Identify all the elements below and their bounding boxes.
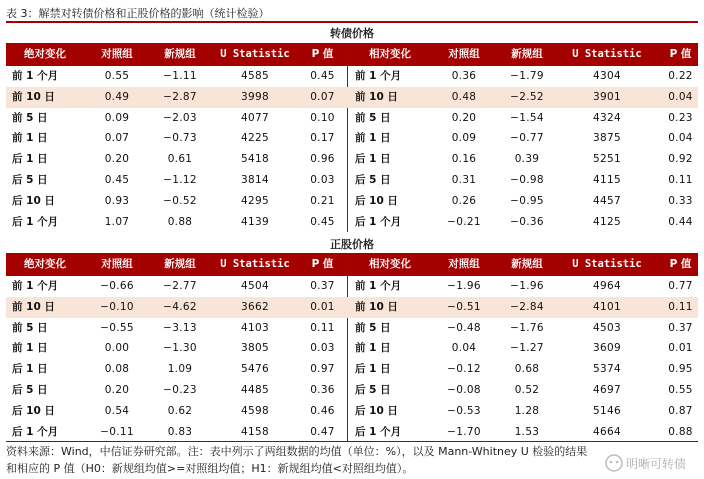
- table-row: [6, 191, 698, 212]
- table-cell: 0.20: [104, 384, 130, 396]
- column-header: 绝对变化: [24, 258, 66, 270]
- table-cell: −0.08: [447, 384, 481, 396]
- row-half-right: [349, 66, 704, 87]
- table-cell: 0.01: [668, 342, 693, 355]
- table-cell: −0.11: [100, 425, 134, 438]
- source-note-line-2: 和相应的 P 值（H0：新规组均值>=对照组均值；H1：新规组均值<对照组均值）。: [6, 462, 414, 475]
- table-cell: 4585: [241, 70, 269, 82]
- row-label: 后 10 日: [12, 404, 55, 417]
- table-cell: 0.09: [451, 132, 477, 145]
- row-half-left: [6, 380, 345, 401]
- row-half-left: [6, 276, 345, 297]
- table-cell: −3.13: [163, 321, 197, 334]
- row-label: 前 10 日: [12, 90, 55, 103]
- table-cell: 0.44: [668, 215, 693, 228]
- row-half-right: [349, 87, 704, 108]
- table-cell: 3662: [241, 300, 269, 313]
- table-cell: 4324: [593, 111, 621, 124]
- row-label: 后 5 日: [355, 174, 391, 186]
- row-half-right: [349, 380, 704, 401]
- table-cell: 4457: [593, 194, 621, 207]
- table-cell: 0.01: [310, 300, 335, 313]
- table-cell: 0.11: [668, 174, 693, 186]
- table-cell: 4504: [241, 280, 269, 292]
- row-label: 前 5 日: [12, 321, 48, 334]
- table-cell: 0.45: [310, 215, 335, 228]
- row-label: 后 1 日: [12, 153, 48, 166]
- row-half-left: [6, 338, 345, 359]
- watermark-logo: [604, 451, 696, 475]
- row-half-right: [349, 191, 704, 212]
- table-cell: 0.10: [310, 111, 335, 124]
- top-rule: [6, 21, 698, 23]
- table-cell: 0.20: [451, 111, 477, 124]
- table-cell: 0.33: [668, 194, 693, 207]
- table-cell: 1.09: [167, 363, 193, 376]
- column-header: 绝对变化: [24, 48, 66, 60]
- row-label: 前 5 日: [355, 111, 391, 124]
- table-cell: 0.46: [310, 404, 335, 417]
- table-cell: 4139: [241, 215, 269, 228]
- table-cell: 0.61: [167, 153, 193, 166]
- table-cell: 5374: [593, 363, 621, 376]
- table-cell: 0.55: [104, 70, 130, 82]
- row-half-left: [6, 297, 345, 318]
- column-header: 新规组: [164, 258, 196, 270]
- table-cell: 3875: [593, 132, 621, 145]
- table-cell: −0.51: [447, 300, 481, 313]
- table-cell: 0.97: [310, 363, 335, 376]
- table-cell: −0.55: [100, 321, 134, 334]
- table-cell: −1.54: [510, 111, 544, 124]
- table-cell: −0.53: [447, 404, 481, 417]
- table-cell: 0.04: [668, 90, 693, 103]
- row-half-right: [349, 276, 704, 297]
- row-half-left: [6, 128, 345, 149]
- column-header: 对照组: [448, 48, 480, 60]
- table-cell: −2.03: [163, 111, 197, 124]
- table-cell: −0.12: [447, 363, 481, 376]
- table-cell: −1.30: [163, 342, 197, 355]
- table-cell: 0.04: [668, 132, 693, 145]
- column-header: 新规组: [511, 258, 543, 270]
- table-cell: 0.45: [104, 174, 130, 186]
- table-cell: 0.54: [104, 404, 130, 417]
- table-cell: 0.09: [104, 111, 130, 124]
- table-cell: 0.49: [104, 90, 130, 103]
- row-label: 后 5 日: [12, 174, 48, 186]
- table-cell: −2.84: [510, 300, 544, 313]
- row-label: 前 1 日: [12, 132, 48, 145]
- table-row: [6, 149, 698, 170]
- row-half-left: [6, 422, 345, 443]
- table-cell: −0.23: [163, 384, 197, 396]
- row-half-left: [6, 359, 345, 380]
- table-cell: 0.00: [104, 342, 130, 355]
- row-half-right: [349, 149, 704, 170]
- source-note-line-1: 资料来源：Wind，中信证券研究部。注：表中列示了两组数据的均值（单位：%），以及 Mann-Whitney U 检验的结果: [6, 445, 588, 458]
- table-cell: 0.83: [167, 425, 193, 438]
- row-label: 前 1 个月: [355, 70, 402, 82]
- column-header: U Statistic: [572, 258, 642, 270]
- table-cell: 0.07: [104, 132, 130, 145]
- row-label: 后 10 日: [12, 194, 55, 207]
- table-cell: −2.77: [163, 280, 197, 292]
- table-cell: 0.11: [668, 300, 693, 313]
- row-half-right: [349, 108, 704, 129]
- row-half-right: [349, 401, 704, 422]
- table-cell: −0.66: [100, 280, 134, 292]
- table-cell: 0.95: [668, 363, 693, 376]
- table-row: [6, 422, 698, 443]
- column-header: U Statistic: [220, 258, 290, 270]
- table-cell: 0.36: [451, 70, 477, 82]
- row-half-right: [349, 422, 704, 443]
- row-half-left: [6, 170, 345, 191]
- row-label: 前 1 日: [355, 132, 391, 145]
- row-half-left: [6, 318, 345, 339]
- table-cell: 4125: [593, 215, 621, 228]
- column-header: 对照组: [101, 48, 133, 60]
- row-half-left: [6, 212, 345, 233]
- table-cell: 0.36: [310, 384, 335, 396]
- row-half-left: [6, 66, 345, 87]
- table-cell: 0.48: [451, 90, 477, 103]
- table-cell: −1.76: [510, 321, 544, 334]
- column-header: P 值: [311, 48, 334, 60]
- section-title: 转债价格: [330, 27, 374, 40]
- row-half-right: [349, 297, 704, 318]
- row-label: 前 10 日: [355, 90, 398, 103]
- table-cell: 0.04: [451, 342, 477, 355]
- table-cell: 0.37: [310, 280, 335, 292]
- table-cell: −0.48: [447, 321, 481, 334]
- table-cell: −0.36: [510, 215, 544, 228]
- table-cell: 5146: [593, 404, 621, 417]
- row-label: 前 10 日: [12, 300, 55, 313]
- table-row: [6, 170, 698, 191]
- table-cell: 0.92: [668, 153, 693, 166]
- row-half-left: [6, 87, 345, 108]
- column-header: 新规组: [164, 48, 196, 60]
- table-cell: 0.11: [310, 321, 335, 334]
- row-half-left: [6, 108, 345, 129]
- table-cell: 4485: [241, 384, 269, 396]
- row-label: 后 1 日: [355, 363, 391, 376]
- header-bar: [6, 43, 698, 66]
- row-label: 后 1 日: [355, 153, 391, 166]
- row-half-left: [6, 191, 345, 212]
- column-header: 对照组: [448, 258, 480, 270]
- table-cell: −1.96: [447, 280, 481, 292]
- row-label: 后 5 日: [355, 384, 391, 396]
- table-row: [6, 380, 698, 401]
- table-cell: 4101: [593, 300, 621, 313]
- row-label: 后 1 个月: [12, 425, 59, 438]
- table-cell: 5251: [593, 153, 621, 166]
- row-half-right: [349, 170, 704, 191]
- table-cell: 0.03: [310, 174, 335, 186]
- table-row: [6, 359, 698, 380]
- header-left: [6, 253, 345, 276]
- row-label: 后 10 日: [355, 194, 398, 207]
- row-label: 前 1 日: [355, 342, 391, 355]
- table-cell: 0.21: [310, 194, 335, 207]
- table-cell: −0.52: [163, 194, 197, 207]
- row-half-right: [349, 359, 704, 380]
- table-cell: 0.08: [104, 363, 130, 376]
- row-label: 前 1 个月: [355, 280, 402, 292]
- table-cell: −2.87: [163, 90, 197, 103]
- column-header: 对照组: [101, 258, 133, 270]
- table-cell: 3814: [241, 174, 269, 186]
- table-row: [6, 128, 698, 149]
- row-half-left: [6, 149, 345, 170]
- column-header: 新规组: [511, 48, 543, 60]
- row-label: 前 1 日: [12, 342, 48, 355]
- table-cell: 4295: [241, 194, 269, 207]
- table-cell: −2.52: [510, 90, 544, 103]
- table-cell: −0.10: [100, 300, 134, 313]
- row-label: 前 1 个月: [12, 280, 59, 292]
- header-bar: [6, 253, 698, 276]
- table-row: [6, 108, 698, 129]
- table-cell: 4503: [593, 321, 621, 334]
- table-cell: 0.45: [310, 70, 335, 82]
- table-row: [6, 87, 698, 108]
- row-label: 前 5 日: [12, 111, 48, 124]
- table-cell: 4697: [593, 384, 621, 396]
- column-header: P 值: [669, 258, 692, 270]
- table-cell: 1.07: [104, 215, 130, 228]
- table-cell: −0.21: [447, 215, 481, 228]
- row-label: 后 1 日: [12, 363, 48, 376]
- table-cell: 1.28: [514, 404, 540, 417]
- table-cell: 0.88: [668, 425, 693, 438]
- table-cell: 5476: [241, 363, 269, 376]
- table-row: [6, 212, 698, 233]
- table-cell: 3901: [593, 90, 621, 103]
- table-cell: 4304: [593, 70, 621, 82]
- table-cell: −1.70: [447, 425, 481, 438]
- table-cell: 4115: [593, 174, 621, 186]
- table-cell: −1.79: [510, 70, 544, 82]
- row-label: 前 5 日: [355, 321, 391, 334]
- table-cell: 0.26: [451, 194, 477, 207]
- row-label: 后 5 日: [12, 384, 48, 396]
- table-cell: 0.77: [668, 280, 693, 292]
- table-cell: 4225: [241, 132, 269, 145]
- table-cell: 0.96: [310, 153, 335, 166]
- column-header: P 值: [669, 48, 692, 60]
- row-label: 前 10 日: [355, 300, 398, 313]
- table-cell: 0.23: [668, 111, 693, 124]
- table-cell: 0.37: [668, 321, 693, 334]
- table-row: [6, 401, 698, 422]
- section-title: 正股价格: [330, 238, 374, 251]
- column-header: P 值: [311, 258, 334, 270]
- row-half-left: [6, 401, 345, 422]
- table-cell: 0.93: [104, 194, 130, 207]
- table-cell: 4598: [241, 404, 269, 417]
- column-header: 相对变化: [369, 258, 411, 270]
- table-cell: 0.47: [310, 425, 335, 438]
- column-header: U Statistic: [220, 48, 290, 60]
- column-header: U Statistic: [572, 48, 642, 60]
- table-cell: 1.53: [514, 425, 540, 438]
- table-row: [6, 338, 698, 359]
- table-cell: 0.87: [668, 404, 693, 417]
- table-cell: 0.03: [310, 342, 335, 355]
- row-label: 后 1 个月: [355, 425, 402, 438]
- table-cell: 0.52: [514, 384, 540, 396]
- table-cell: 4103: [241, 321, 269, 334]
- row-label: 前 1 个月: [12, 70, 59, 82]
- table-cell: 0.17: [310, 132, 335, 145]
- table-cell: −1.27: [510, 342, 544, 355]
- table-cell: 4158: [241, 425, 269, 438]
- table-cell: 0.07: [310, 90, 335, 103]
- table-cell: 3805: [241, 342, 269, 355]
- header-right: [349, 43, 704, 66]
- table-cell: 3998: [241, 90, 269, 103]
- table-cell: 4964: [593, 280, 621, 292]
- table-cell: −1.11: [163, 70, 197, 82]
- table-cell: 0.62: [167, 404, 193, 417]
- header-right: [349, 253, 704, 276]
- table-cell: 0.55: [668, 384, 693, 396]
- table-cell: −0.98: [510, 174, 544, 186]
- table-cell: 5418: [241, 153, 269, 166]
- row-label: 后 1 个月: [355, 215, 402, 228]
- table-cell: 4664: [593, 425, 621, 438]
- table-cell: 0.88: [167, 215, 193, 228]
- row-label: 后 1 个月: [12, 215, 59, 228]
- table-cell: −1.96: [510, 280, 544, 292]
- table-cell: 0.39: [514, 153, 540, 166]
- table-cell: −0.77: [510, 132, 544, 145]
- table-cell: 0.20: [104, 153, 130, 166]
- row-label: 后 10 日: [355, 404, 398, 417]
- table-cell: 4077: [241, 111, 269, 124]
- column-header: 相对变化: [369, 48, 411, 60]
- table-cell: −0.73: [163, 132, 197, 145]
- watermark-text: 明晰可转债: [626, 457, 687, 471]
- table-row: [6, 318, 698, 339]
- table-cell: −0.95: [510, 194, 544, 207]
- row-half-right: [349, 338, 704, 359]
- table-cell: 0.68: [514, 363, 540, 376]
- table-cell: −1.12: [163, 174, 197, 186]
- row-half-right: [349, 212, 704, 233]
- bottom-rule: [6, 441, 698, 442]
- table-cell: 0.16: [451, 153, 477, 166]
- table-cell: −4.62: [163, 300, 197, 313]
- table-row: [6, 276, 698, 297]
- table-cell: 0.22: [668, 70, 693, 82]
- table-cell: 0.31: [451, 174, 477, 186]
- row-half-right: [349, 318, 704, 339]
- table-caption: 表 3：解禁对转债价格和正股价格的影响（统计检验）: [6, 7, 270, 20]
- table-cell: 3609: [593, 342, 621, 355]
- table-row: [6, 297, 698, 318]
- row-half-right: [349, 128, 704, 149]
- table-row: [6, 66, 698, 87]
- header-left: [6, 43, 345, 66]
